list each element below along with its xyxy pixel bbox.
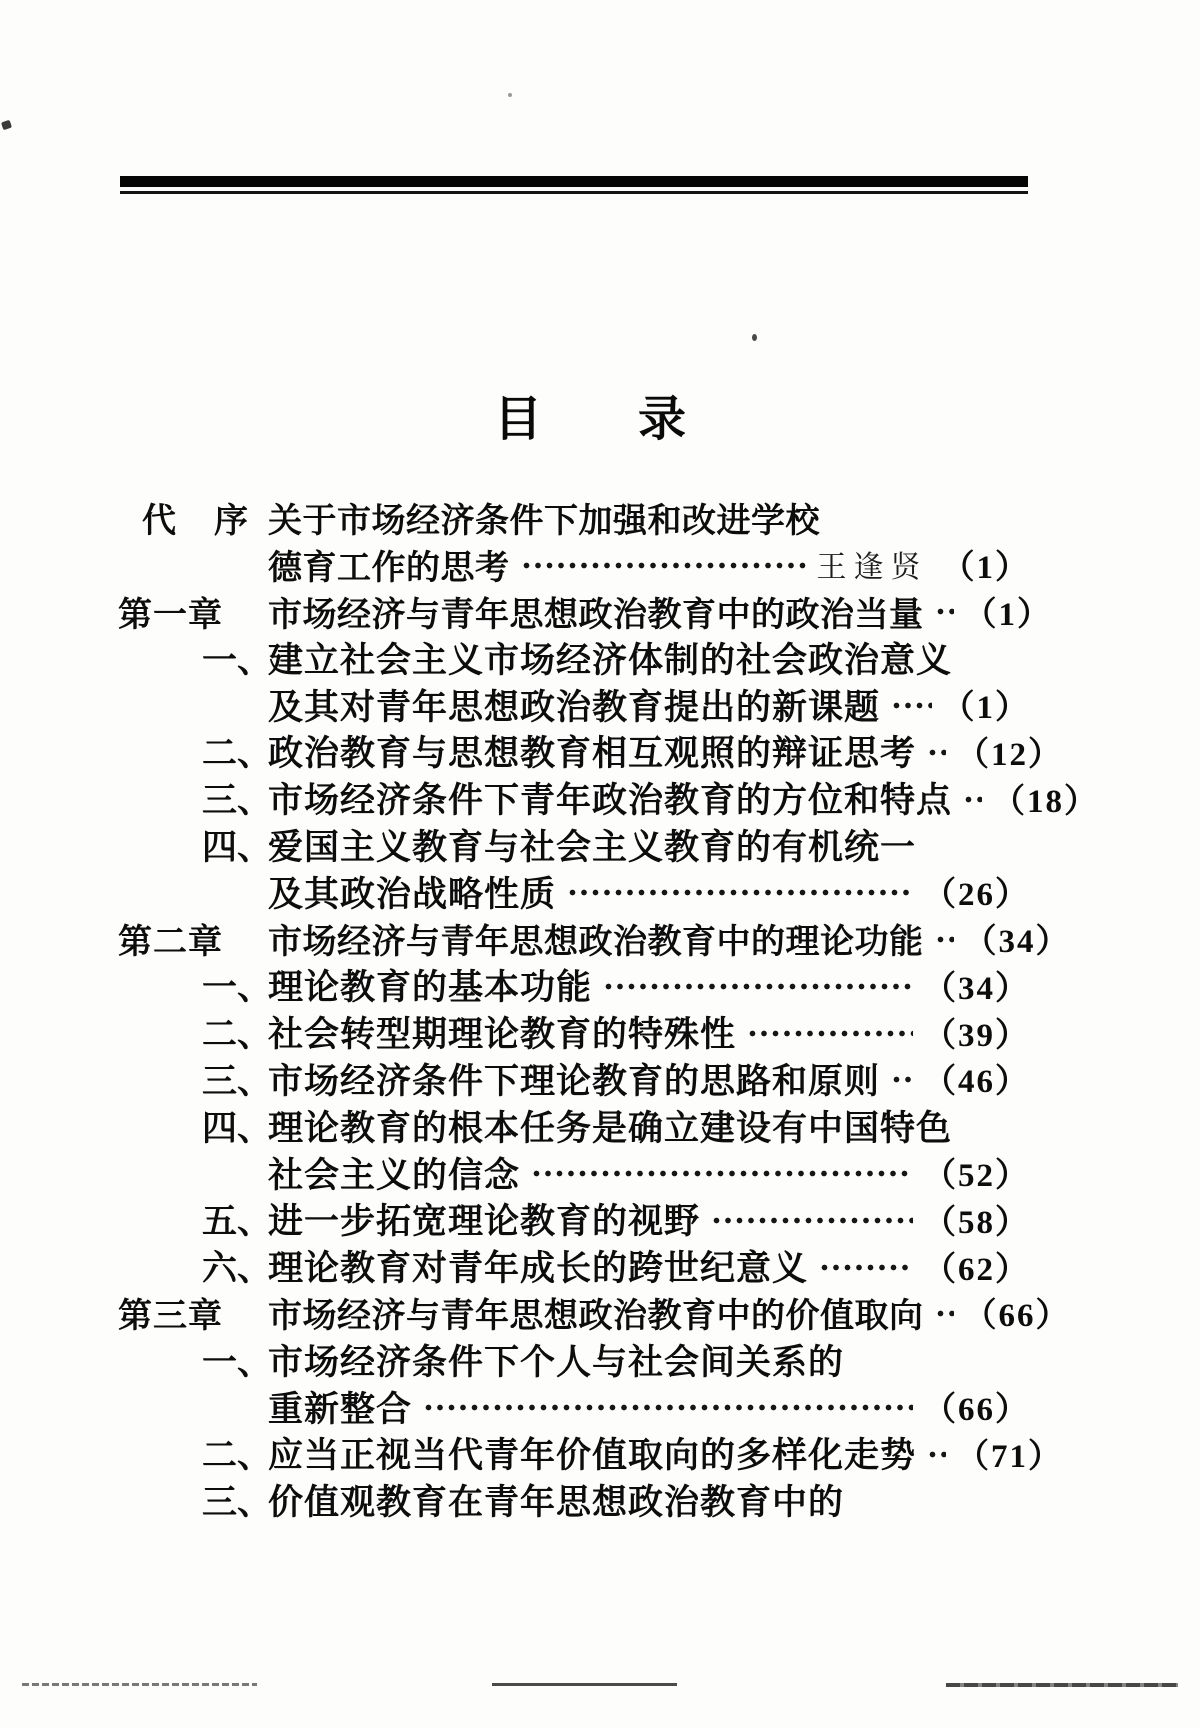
toc-row-label: 一、	[202, 968, 273, 1008]
header-rule-thin	[120, 191, 1028, 194]
toc-row	[118, 915, 1071, 962]
toc-dot-leader	[748, 1029, 913, 1038]
toc-row-title: 市场经济条件下青年政治教育的方位和特点	[268, 781, 953, 821]
toc-row	[118, 1149, 1030, 1196]
toc-row	[118, 1009, 1030, 1056]
toc-row-label: 一、	[202, 1342, 273, 1382]
toc-row-title: 价值观教育在青年思想政治教育中的	[268, 1483, 845, 1523]
page-title	[494, 394, 686, 446]
toc-row-page-number: （12）	[956, 736, 1064, 773]
toc-row-page-number: （39）	[923, 1017, 1030, 1054]
toc-row	[118, 728, 1064, 775]
toc-dot-leader	[892, 1075, 913, 1084]
toc-dot-leader	[928, 748, 946, 757]
toc-row	[118, 868, 1030, 915]
toc-dot-leader	[424, 1403, 913, 1412]
toc-row-title: 社会主义的信念	[268, 1155, 521, 1195]
toc-row-page-number: （34）	[963, 924, 1071, 961]
toc-row-page-number: （58）	[923, 1204, 1030, 1241]
toc-dot-leader	[820, 1263, 913, 1272]
toc-dot-leader	[532, 1169, 913, 1178]
toc-row-title: 爱国主义教育与社会主义教育的有机统一	[268, 827, 917, 867]
toc-row	[118, 1290, 1071, 1337]
toc-row-title: 理论教育的基本功能	[268, 968, 593, 1008]
toc-row	[118, 541, 1030, 588]
toc-row-title: 应当正视当代青年价值取向的多样化走势	[268, 1436, 917, 1476]
toc-row-title: 及其对青年思想政治教育提出的新课题	[268, 687, 881, 727]
toc-row	[118, 1477, 1030, 1524]
toc-row	[118, 634, 1030, 681]
toc-row-page-number: （26）	[923, 877, 1030, 914]
toc-row-label: 三、	[202, 781, 273, 821]
toc-row-page-number: （34）	[923, 970, 1030, 1007]
scan-speck-upper	[508, 93, 512, 97]
toc-row	[118, 1243, 1030, 1290]
toc-row-title: 建立社会主义市场经济体制的社会政治意义	[268, 640, 953, 680]
toc-row-title: 市场经济条件下个人与社会间关系的	[268, 1342, 845, 1382]
page-title-char-1: 目	[494, 393, 543, 446]
toc-row	[118, 775, 1100, 822]
toc-row-page-number: （71）	[956, 1438, 1064, 1475]
toc-row-page-number: （18）	[992, 783, 1100, 820]
toc-dot-leader	[936, 935, 954, 944]
toc-row-label: 二、	[202, 734, 273, 774]
toc-row-label: 代 序	[142, 501, 250, 540]
header-rule-thick	[120, 176, 1028, 187]
scan-artifact-line-2	[492, 1683, 677, 1686]
toc-dot-leader	[964, 795, 982, 804]
scan-artifact-line-1	[22, 1683, 257, 1686]
toc-row-label: 三、	[202, 1061, 273, 1101]
toc-dot-leader	[936, 1309, 954, 1318]
toc-row	[118, 1336, 1030, 1383]
toc-dot-leader	[522, 561, 807, 570]
toc-row-page-number: （1）	[941, 690, 1030, 727]
toc-row	[118, 494, 1030, 541]
toc-row-page-number: （52）	[923, 1158, 1030, 1195]
toc-row-title: 市场经济条件下理论教育的思路和原则	[268, 1061, 881, 1101]
toc-row-page-number: （46）	[923, 1064, 1030, 1101]
toc-row-label: 二、	[202, 1436, 273, 1476]
toc-row-title: 理论教育对青年成长的跨世纪意义	[268, 1249, 809, 1289]
toc-row-title: 德育工作的思考	[268, 548, 510, 587]
toc-row-label: 第一章	[118, 595, 223, 634]
toc-row	[118, 681, 1030, 728]
toc-row-page-number: （1）	[963, 596, 1052, 633]
toc-row-title: 理论教育的根本任务是确立建设有中国特色	[268, 1108, 953, 1148]
toc-row-title: 社会转型期理论教育的特殊性	[268, 1015, 737, 1055]
toc-row-title: 政治教育与思想教育相互观照的辩证思考	[268, 734, 917, 774]
toc-row	[118, 1056, 1030, 1103]
toc-row-label: 五、	[202, 1202, 273, 1242]
toc-dot-leader	[892, 701, 931, 710]
toc-row-page-number: （66）	[923, 1392, 1030, 1429]
scan-speck-top-left	[1, 120, 12, 130]
toc-row-label: 四、	[202, 1108, 273, 1148]
toc-row-label: 四、	[202, 827, 273, 867]
toc-row-title: 市场经济与青年思想政治教育中的价值取向	[268, 1297, 924, 1336]
toc-dot-leader	[604, 982, 913, 991]
toc-row-label: 三、	[202, 1483, 273, 1523]
toc-row-label: 一、	[202, 640, 273, 680]
toc-row-author: 王逢贤	[816, 551, 928, 585]
page-title-char-2: 录	[638, 393, 687, 446]
toc-row	[118, 588, 1052, 635]
scan-artifact-line-3	[946, 1683, 1178, 1687]
toc-row-title: 市场经济与青年思想政治教育中的政治当量	[268, 595, 924, 634]
toc-row-title: 市场经济与青年思想政治教育中的理论功能	[268, 923, 924, 962]
toc-row-label: 第三章	[118, 1297, 223, 1336]
toc-row-title: 及其政治战略性质	[268, 874, 557, 914]
table-of-contents	[118, 494, 1100, 1524]
toc-dot-leader	[712, 1216, 913, 1225]
toc-row-title: 重新整合	[268, 1389, 413, 1429]
toc-row-page-number: （66）	[963, 1298, 1071, 1335]
toc-row-title: 进一步拓宽理论教育的视野	[268, 1202, 701, 1242]
toc-row-label: 六、	[202, 1249, 273, 1289]
toc-row-page-number: （62）	[923, 1251, 1030, 1288]
toc-row-title: 关于市场经济条件下加强和改进学校	[268, 501, 820, 540]
toc-row	[118, 1196, 1030, 1243]
toc-row	[118, 1102, 1030, 1149]
toc-dot-leader	[568, 888, 913, 897]
toc-row	[118, 962, 1030, 1009]
toc-row	[118, 1383, 1030, 1430]
toc-row-label: 二、	[202, 1015, 273, 1055]
toc-row-label: 第二章	[118, 923, 223, 962]
scan-speck-above-title	[752, 334, 757, 341]
toc-row	[118, 1430, 1064, 1477]
toc-dot-leader	[928, 1450, 946, 1459]
toc-row-page-number: （1）	[941, 549, 1030, 586]
toc-dot-leader	[936, 607, 954, 616]
toc-row	[118, 822, 1030, 869]
